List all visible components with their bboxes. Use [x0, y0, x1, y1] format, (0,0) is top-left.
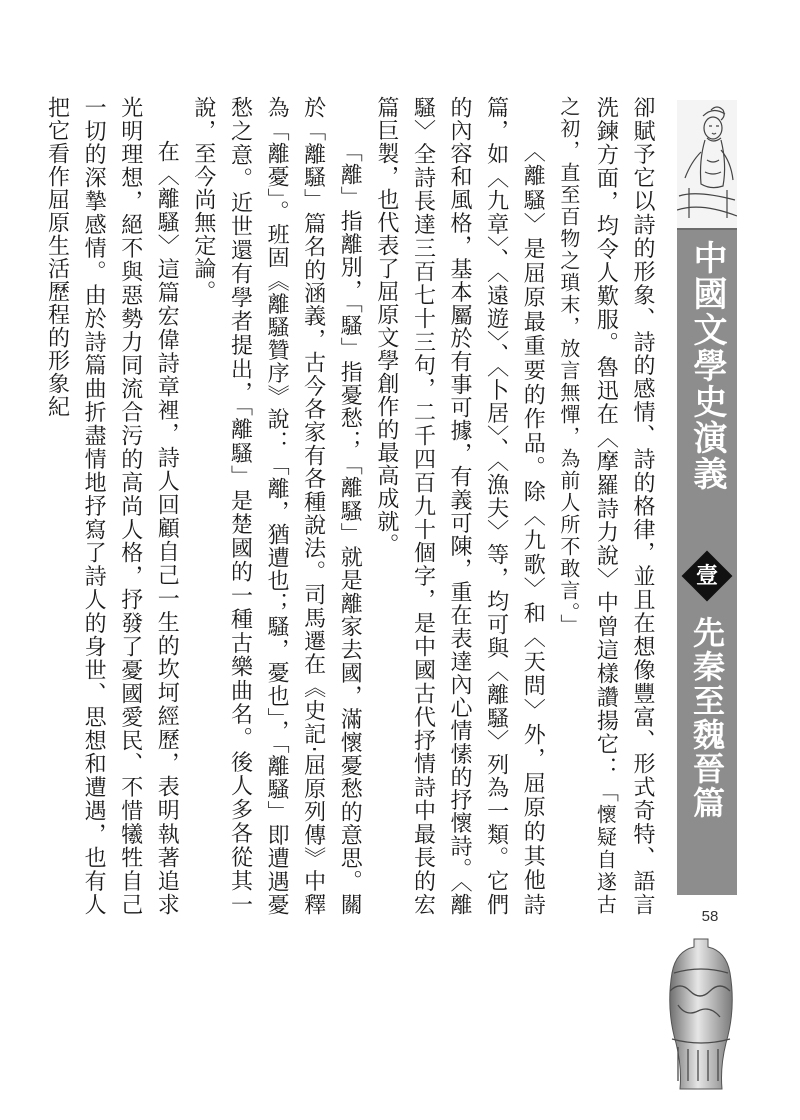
- page-number: 58: [701, 908, 719, 925]
- volume-subtitle: 先秦至魏晉篇: [688, 616, 726, 820]
- quote-close: 」: [556, 614, 582, 637]
- paragraph-1: [550, 96, 660, 916]
- body-text: [44, 96, 660, 917]
- chapter-banner: [677, 100, 737, 895]
- paragraph-3: 「離」指離別，「騷」指憂愁；「離騷」就是離家去國，滿懷憂愁的意思。關於「離騷」篇名的涵義，古今各家有各種說法。司馬遷在《史記‧屈原列傳》中釋為「離憂」。班固《離騷贊序》說：「離，猶遭也；騷，憂也」，「離騷」即遭遇憂愁之意。近世還有學者提出，「離騷」是楚國的一種古樂曲名。後人多各從其一說，至今尚無定論。: [190, 96, 363, 916]
- poet-portrait-icon: [677, 100, 737, 230]
- book-title: 中國文學史演義: [687, 240, 727, 492]
- volume-number: 壹: [695, 563, 718, 589]
- lu-xun-quote: 懷疑自遂古之初，直至百物之瑣末，放言無憚，為前人所不敢言。: [556, 96, 618, 917]
- paragraph-1-text: 卻賦予它以詩的形象、詩的感情、詩的格律，並且在想像豐富、形式奇特、語言洗鍊方面，均令人歎服。魯迅在〈摩羅詩力說〉中曾這樣讚揚它：「: [593, 96, 655, 916]
- paragraph-2: 〈離騷〉是屈原最重要的作品。除〈九歌〉和〈天問〉外，屈原的其他詩篇，如〈九章〉、〈遠遊〉、〈卜居〉、〈漁夫〉等，均可與〈離騷〉列為一類。它們的內容和風格，基本屬於有事可據，有義可陳，重在表達內心情愫的抒懷詩。〈離騷〉全詩長達三百七十三句，二千四百九十個字，是中國古代抒情詩中最長的宏篇巨製，也代表了屈原文學創作的最高成就。: [373, 96, 546, 916]
- volume-badge: [681, 550, 733, 602]
- paragraph-4: 在〈離騷〉這篇宏偉詩章裡，詩人回顧自己一生的坎坷經歷，表明執著追求光明理想，絕不與惡勢力同流合污的高尚人格，抒發了憂國愛民、不惜犧牲自己一切的深摯感情。由於詩篇曲折盡情地抒寫了詩人的身世、思想和遭遇，也有人把它看作屈原生活歷程的形象紀: [44, 96, 180, 916]
- porcelain-vase-icon: [658, 935, 744, 1095]
